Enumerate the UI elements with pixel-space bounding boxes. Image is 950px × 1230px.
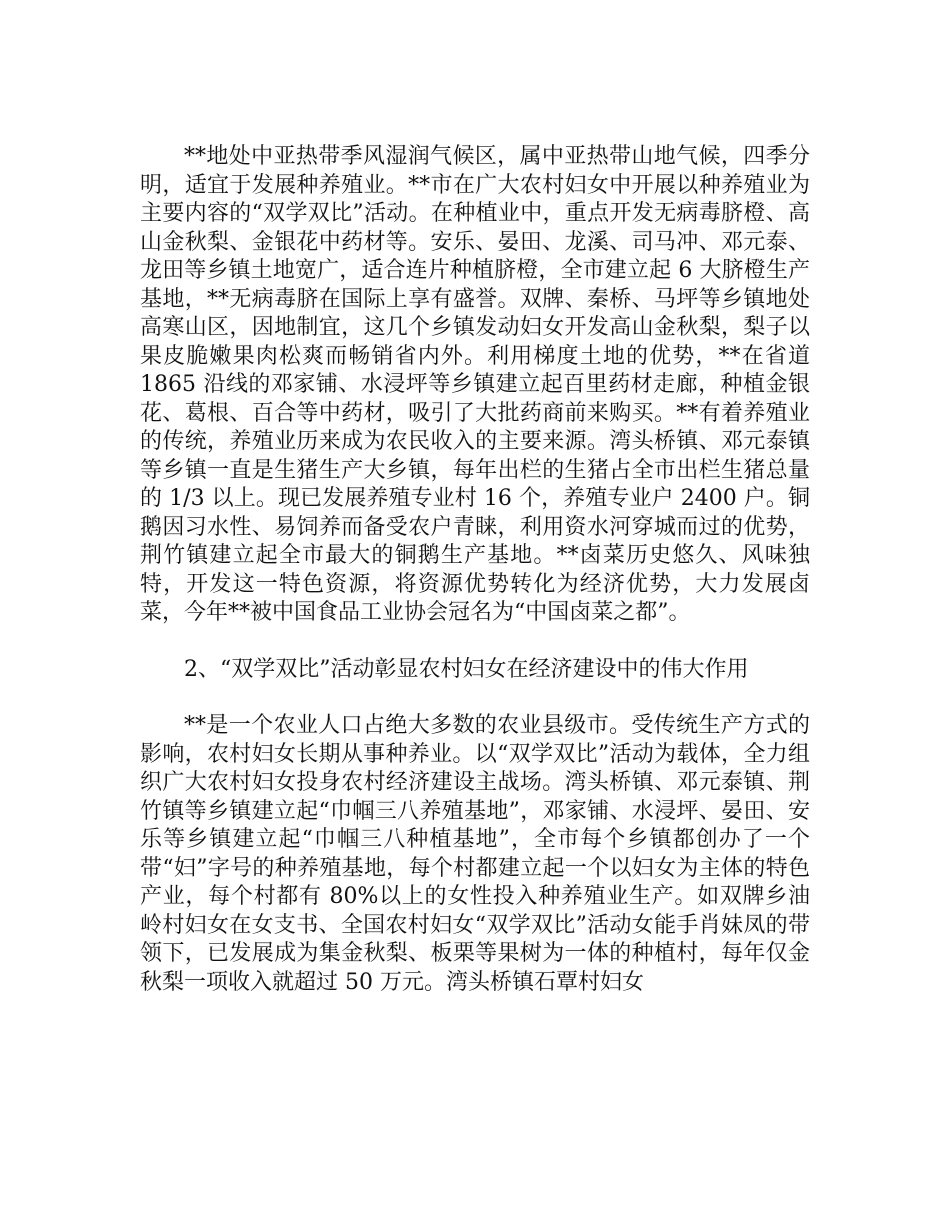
body-paragraph-1: **地处中亚热带季风湿润气候区，属中亚热带山地气候，四季分明，适宜于发展种养殖业。**市在广大农村妇女中开展以种养殖业为主要内容的“双学双比”活动。在种植业中，重点开发无病毒脐橙、高山金秋梨、金银花中药材等。安乐、晏田、龙溪、司马冲、邓元泰、龙田等乡镇土地宽广，适合连片种植脐橙，全市建立起 6 大脐橙生产基地，**无病毒脐在国际上享有盛誉。双牌、秦桥、马坪等乡镇地处高寒山区，因地制宜，这几个乡镇发动妇女开发高山金秋梨，梨子以果皮脆嫩果肉松爽而畅销省内外。利用梯度土地的优势，**在省道 1865 沿线的邓家铺、水浸坪等乡镇建立起百里药材走廊，种植金银花、葛根、百合等中药材，吸引了大批药商前来购买。**有着养殖业的传统，养殖业历来成为农民收入的主要来源。湾头桥镇、邓元泰镇等乡镇一直是生猪生产大乡镇，每年出栏的生猪占全市出栏生猪总量的 1/3 以上。现已发展养殖专业村 16 个，养殖专业户 2400 户。铜鹅因习水性、易饲养而备受农户青睐，利用资水河穿城而过的优势，荆竹镇建立起全市最大的铜鹅生产基地。**卤菜历史悠久、风味独特，开发这一特色资源，将资源优势转化为经济优势，大力发展卤菜，今年**被中国食品工业协会冠名为“中国卤菜之都”。 bbox=[140, 144, 810, 625]
section-heading: 2、“双学双比”活动彰显农村妇女在经济建设中的伟大作用 bbox=[184, 656, 749, 682]
document-page bbox=[140, 143, 810, 997]
body-paragraph-2: **是一个农业人口占绝大多数的农业县级市。受传统生产方式的影响，农村妇女长期从事种养业。以“双学双比”活动为载体，全力组织广大农村妇女投身农村经济建设主战场。湾头桥镇、邓元泰镇、荆竹镇等乡镇建立起“巾帼三八养殖基地”，邓家铺、水浸坪、晏田、安乐等乡镇建立起“巾帼三八种植基地”，全市每个乡镇都创办了一个带“妇”字号的种养殖基地，每个村都建立起一个以妇女为主体的特色产业，每个村都有 80%以上的女性投入种养殖业生产。如双牌乡油岭村妇女在女支书、全国农村妇女“双学双比”活动女能手肖妹凤的带领下，已发展成为集金秋梨、板栗等果树为一体的种植村，每年仅金秋梨一项收入就超过 50 万元。湾头桥镇石覃村妇女 bbox=[140, 713, 810, 995]
